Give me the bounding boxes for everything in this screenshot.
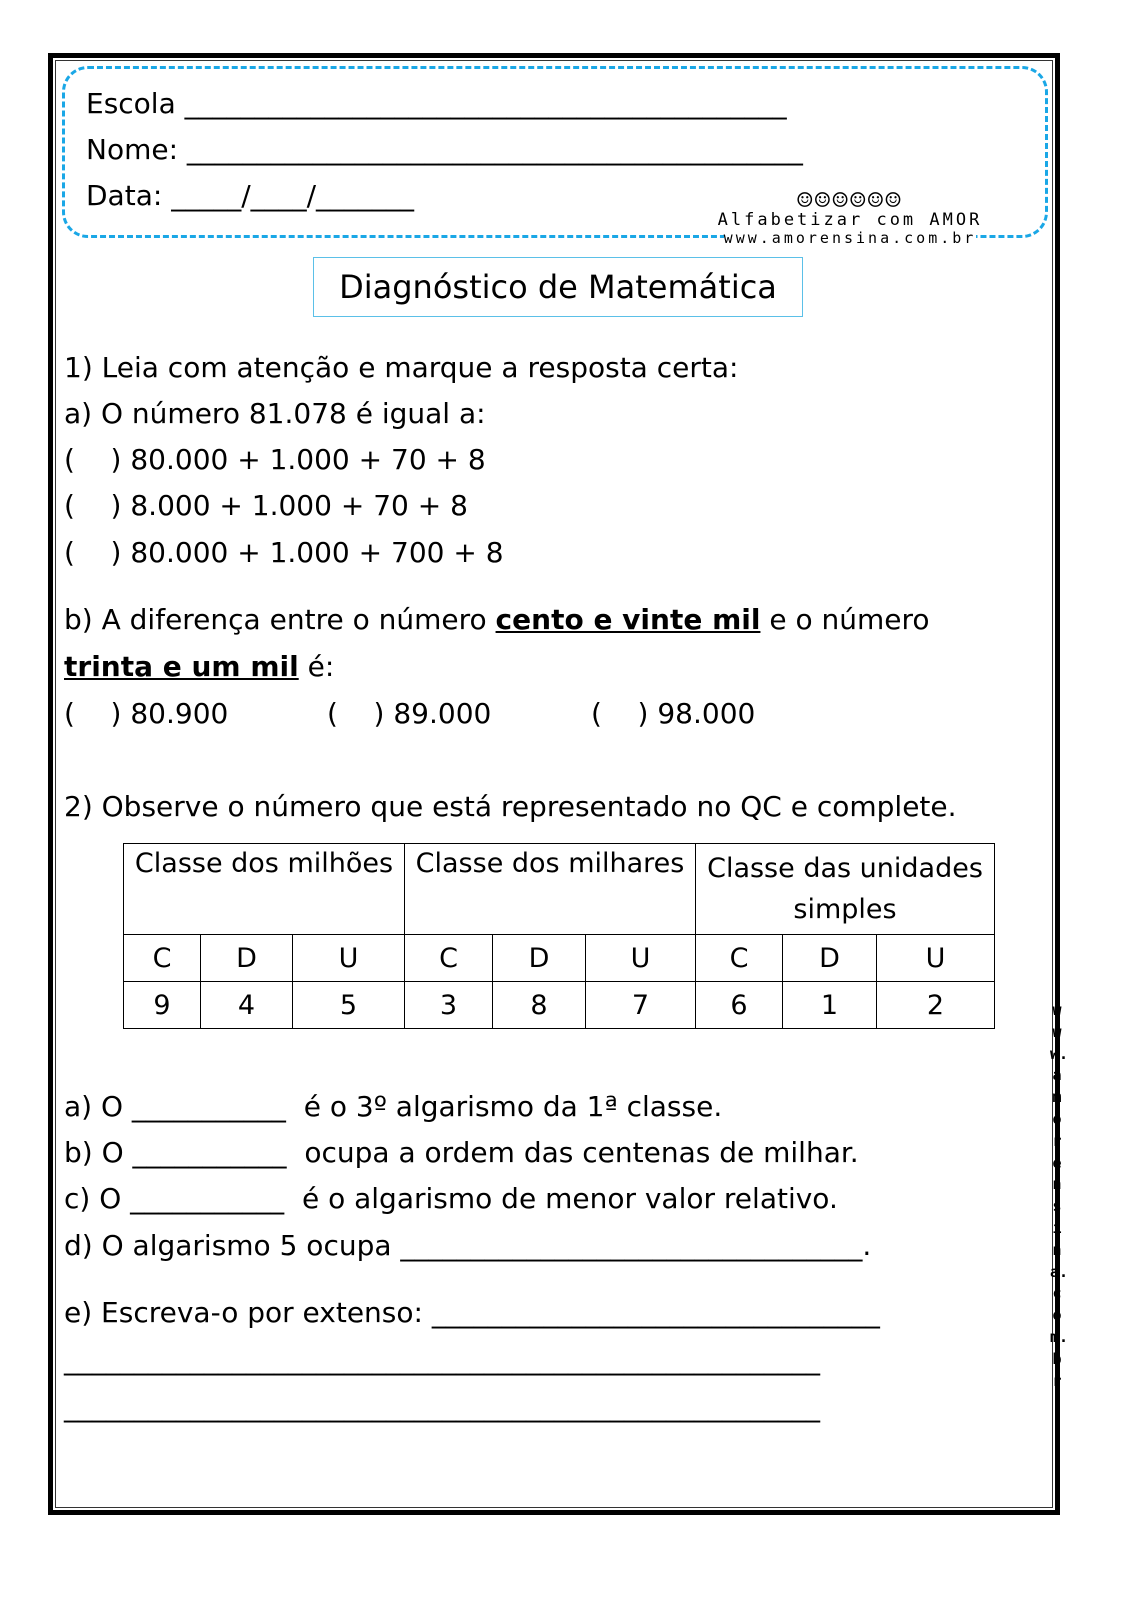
q1b-prompt-line2	[64, 650, 335, 683]
digit-cell: 5	[293, 982, 405, 1029]
q1b-option-3[interactable]: ( ) 98.000	[591, 697, 756, 730]
digit-cell: 7	[586, 982, 696, 1029]
logo-url: www.amorensina.com.br	[723, 229, 977, 247]
q2-item-e[interactable]: e) Escreva-o por extenso: ________________________________	[64, 1296, 880, 1329]
order-cell: U	[293, 935, 405, 982]
name-field[interactable]: Nome: ____________________________________________	[86, 133, 803, 166]
digit-cell: 6	[696, 982, 783, 1029]
emphasis: cento e vinte mil	[495, 603, 761, 636]
digit-cell: 4	[201, 982, 293, 1029]
class-millions: Classe dos milhões	[124, 844, 405, 935]
digit-cell: 1	[783, 982, 877, 1029]
q2-item-b[interactable]: b) O ___________ ocupa a ordem das centenas de milhar.	[64, 1136, 859, 1169]
school-field[interactable]: Escola ___________________________________________	[86, 87, 787, 120]
q1b-option-2[interactable]: ( ) 89.000	[327, 697, 492, 730]
order-cell: U	[877, 935, 995, 982]
children-faces-icon: ☺☺☺☺☺☺	[797, 186, 903, 216]
class-thousands: Classe dos milhares	[405, 844, 696, 935]
order-cell: D	[493, 935, 586, 982]
logo-title: Alfabetizar com AMOR	[717, 210, 983, 230]
text: é:	[298, 650, 335, 683]
q1a-prompt: a) O número 81.078 é igual a:	[64, 397, 486, 430]
q1b-prompt-line1	[64, 603, 930, 636]
answer-line-2[interactable]: ______________________________________________________	[64, 1390, 820, 1423]
order-cell: U	[586, 935, 696, 982]
q2-item-d[interactable]: d) O algarismo 5 ocupa _________________________________.	[64, 1229, 872, 1262]
class-units: Classe das unidades simples	[696, 844, 995, 935]
order-cell: D	[201, 935, 293, 982]
digit-cell: 3	[405, 982, 493, 1029]
place-value-table	[123, 843, 995, 1029]
answer-line-1[interactable]: ______________________________________________________	[64, 1343, 820, 1376]
q2-prompt: 2) Observe o número que está representado no QC e complete.	[64, 790, 957, 823]
text: b) A diferença entre o número	[64, 603, 496, 636]
digit-cell: 2	[877, 982, 995, 1029]
q1b-option-1[interactable]: ( ) 80.900	[64, 697, 229, 730]
q1-prompt: 1) Leia com atenção e marque a resposta certa:	[64, 351, 739, 384]
text: e o número	[760, 603, 930, 636]
digit-cell: 8	[493, 982, 586, 1029]
q2-item-a[interactable]: a) O ___________ é o 3º algarismo da 1ª classe.	[64, 1090, 723, 1123]
order-cell: D	[783, 935, 877, 982]
logo	[680, 186, 1020, 247]
order-cell: C	[405, 935, 493, 982]
digit-cell: 9	[124, 982, 201, 1029]
q1a-option-1[interactable]: ( ) 80.000 + 1.000 + 70 + 8	[64, 443, 486, 476]
date-field[interactable]: Data: _____/____/_______	[86, 179, 415, 212]
emphasis: trinta e um mil	[64, 650, 299, 683]
q1a-option-3[interactable]: ( ) 80.000 + 1.000 + 700 + 8	[64, 536, 504, 569]
q1a-option-2[interactable]: ( ) 8.000 + 1.000 + 70 + 8	[64, 489, 468, 522]
order-cell: C	[124, 935, 201, 982]
page-title: Diagnóstico de Matemática	[313, 257, 803, 317]
order-cell: C	[696, 935, 783, 982]
q2-item-c[interactable]: c) O ___________ é o algarismo de menor valor relativo.	[64, 1182, 838, 1215]
watermark-vertical: www.amorensina.com.br	[1050, 1001, 1069, 1390]
